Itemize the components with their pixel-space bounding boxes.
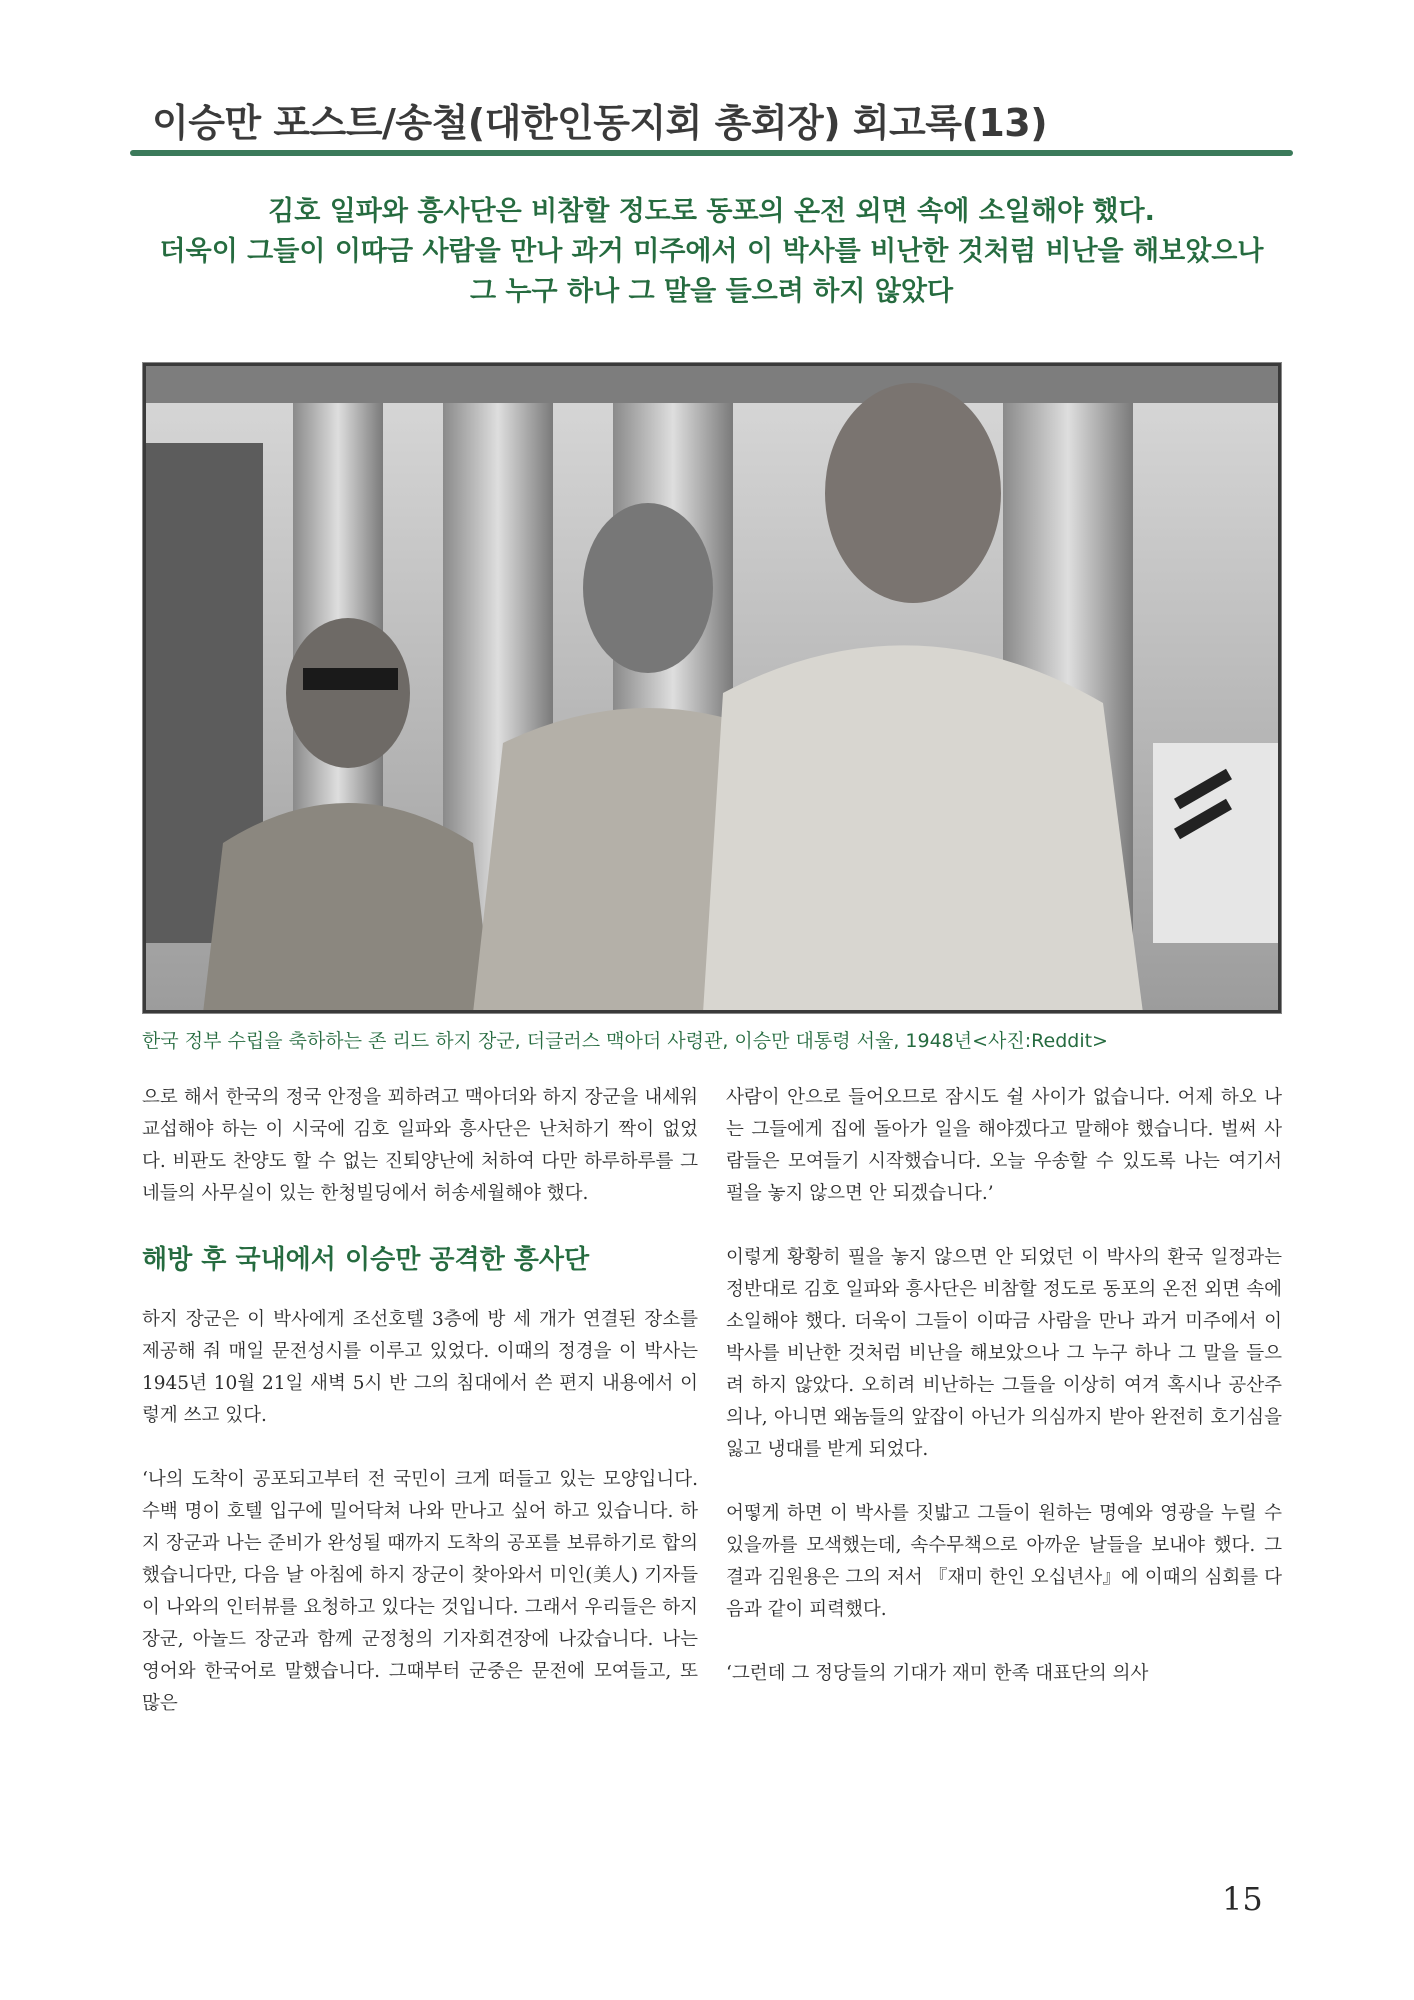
historic-photo: [142, 362, 1282, 1014]
deck-line: 김호 일파와 흥사단은 비참할 정도로 동포의 온전 외면 속에 소일해야 했다.: [268, 196, 1155, 227]
photo-illustration: [143, 363, 1281, 1013]
section-heading: 해방 후 국내에서 이승만 공격한 흥사단: [142, 1245, 590, 1275]
title-rule: [130, 150, 1293, 156]
deck-line: 더욱이 그들이 이따금 사람을 만나 과거 미주에서 이 박사를 비난한 것처럼 비난을 해보았으나: [159, 236, 1264, 267]
deck-line: 그 누구 하나 그 말을 들으려 하지 않았다: [469, 276, 954, 307]
body-paragraph: 이렇게 황황히 필을 놓지 않으면 안 되었던 이 박사의 환국 일정과는 정반대로 김호 일파와 흥사단은 비참할 정도로 동포의 온전 외면 속에 소일해야 했다. 더욱이 그들이 이따금 사람을 만나 과거 미주에서 이 박사를 비난한 것처럼 비난을 해보았으나 그 누구 하나 그 말을 들으려 하지 않았다. 오히려 비난하는 그들을 이상히 여겨 혹시나 공산주의나, 아니면 왜놈들의 앞잡이 아닌가 의심까지 받아 완전히 호기심을 잃고 냉대를 받게 되었다.: [726, 1247, 1282, 1460]
page-title: 이승만 포스트/송철(대한인동지회 총회장) 회고록(13): [152, 101, 1048, 145]
photo-caption: 한국 정부 수립을 축하하는 존 리드 하지 장군, 더글러스 맥아더 사령관, 이승만 대통령 서울, 1948년<사진:Reddit>: [142, 1030, 1108, 1052]
left-column: [142, 1082, 698, 1720]
page-number: 15: [1222, 1880, 1263, 1918]
body-paragraph: 어떻게 하면 이 박사를 짓밟고 그들이 원하는 명예와 영광을 누릴 수 있을까를 모색했는데, 속수무책으로 아까운 날들을 보내야 했다. 그 결과 김원용은 그의 저서 『재미 한인 오십년사』에 이때의 심회를 다음과 같이 피력했다.: [726, 1503, 1282, 1620]
body-paragraph: 하지 장군은 이 박사에게 조선호텔 3층에 방 세 개가 연결된 장소를 제공해 줘 매일 문전성시를 이루고 있었다. 이때의 정경을 이 박사는 1945년 10월 21일 새벽 5시 반 그의 침대에서 쓴 편지 내용에서 이렇게 쓰고 있다.: [142, 1309, 698, 1426]
body-paragraph: ‘그런데 그 정당들의 기대가 재미 한족 대표단의 의사: [726, 1663, 1149, 1684]
body-paragraph: 사람이 안으로 들어오므로 잠시도 쉴 사이가 없습니다. 어제 하오 나는 그들에게 집에 돌아가 일을 해야겠다고 말해야 했습니다. 벌써 사람들은 모여들기 시작했습니다. 오늘 우송할 수 있도록 나는 여기서 펄을 놓지 않으면 안 되겠습니다.’: [726, 1087, 1282, 1204]
deck-summary: [130, 192, 1293, 312]
right-column: [726, 1082, 1282, 1690]
body-paragraph: ‘나의 도착이 공포되고부터 전 국민이 크게 떠들고 있는 모양입니다. 수백 명이 호텔 입구에 밀어닥쳐 나와 만나고 싶어 하고 있습니다. 하지 장군과 나는 준비가 완성될 때까지 도착의 공포를 보류하기로 합의했습니다만, 다음 날 아침에 하지 장군이 찾아와서 미인(美人) 기자들이 나와의 인터뷰를 요청하고 있다는 것입니다. 그래서 우리들은 하지 장군, 아놀드 장군과 함께 군정청의 기자회견장에 나갔습니다. 나는 영어와 한국어로 말했습니다. 그때부터 군중은 문전에 모여들고, 또 많은: [142, 1469, 698, 1714]
body-paragraph: 으로 해서 한국의 정국 안정을 꾀하려고 맥아더와 하지 장군을 내세워 교섭해야 하는 이 시국에 김호 일파와 흥사단은 난처하기 짝이 없었다. 비판도 찬양도 할 수 없는 진퇴양난에 처하여 다만 하루하루를 그네들의 사무실이 있는 한청빌딩에서 허송세월해야 했다.: [142, 1087, 698, 1204]
